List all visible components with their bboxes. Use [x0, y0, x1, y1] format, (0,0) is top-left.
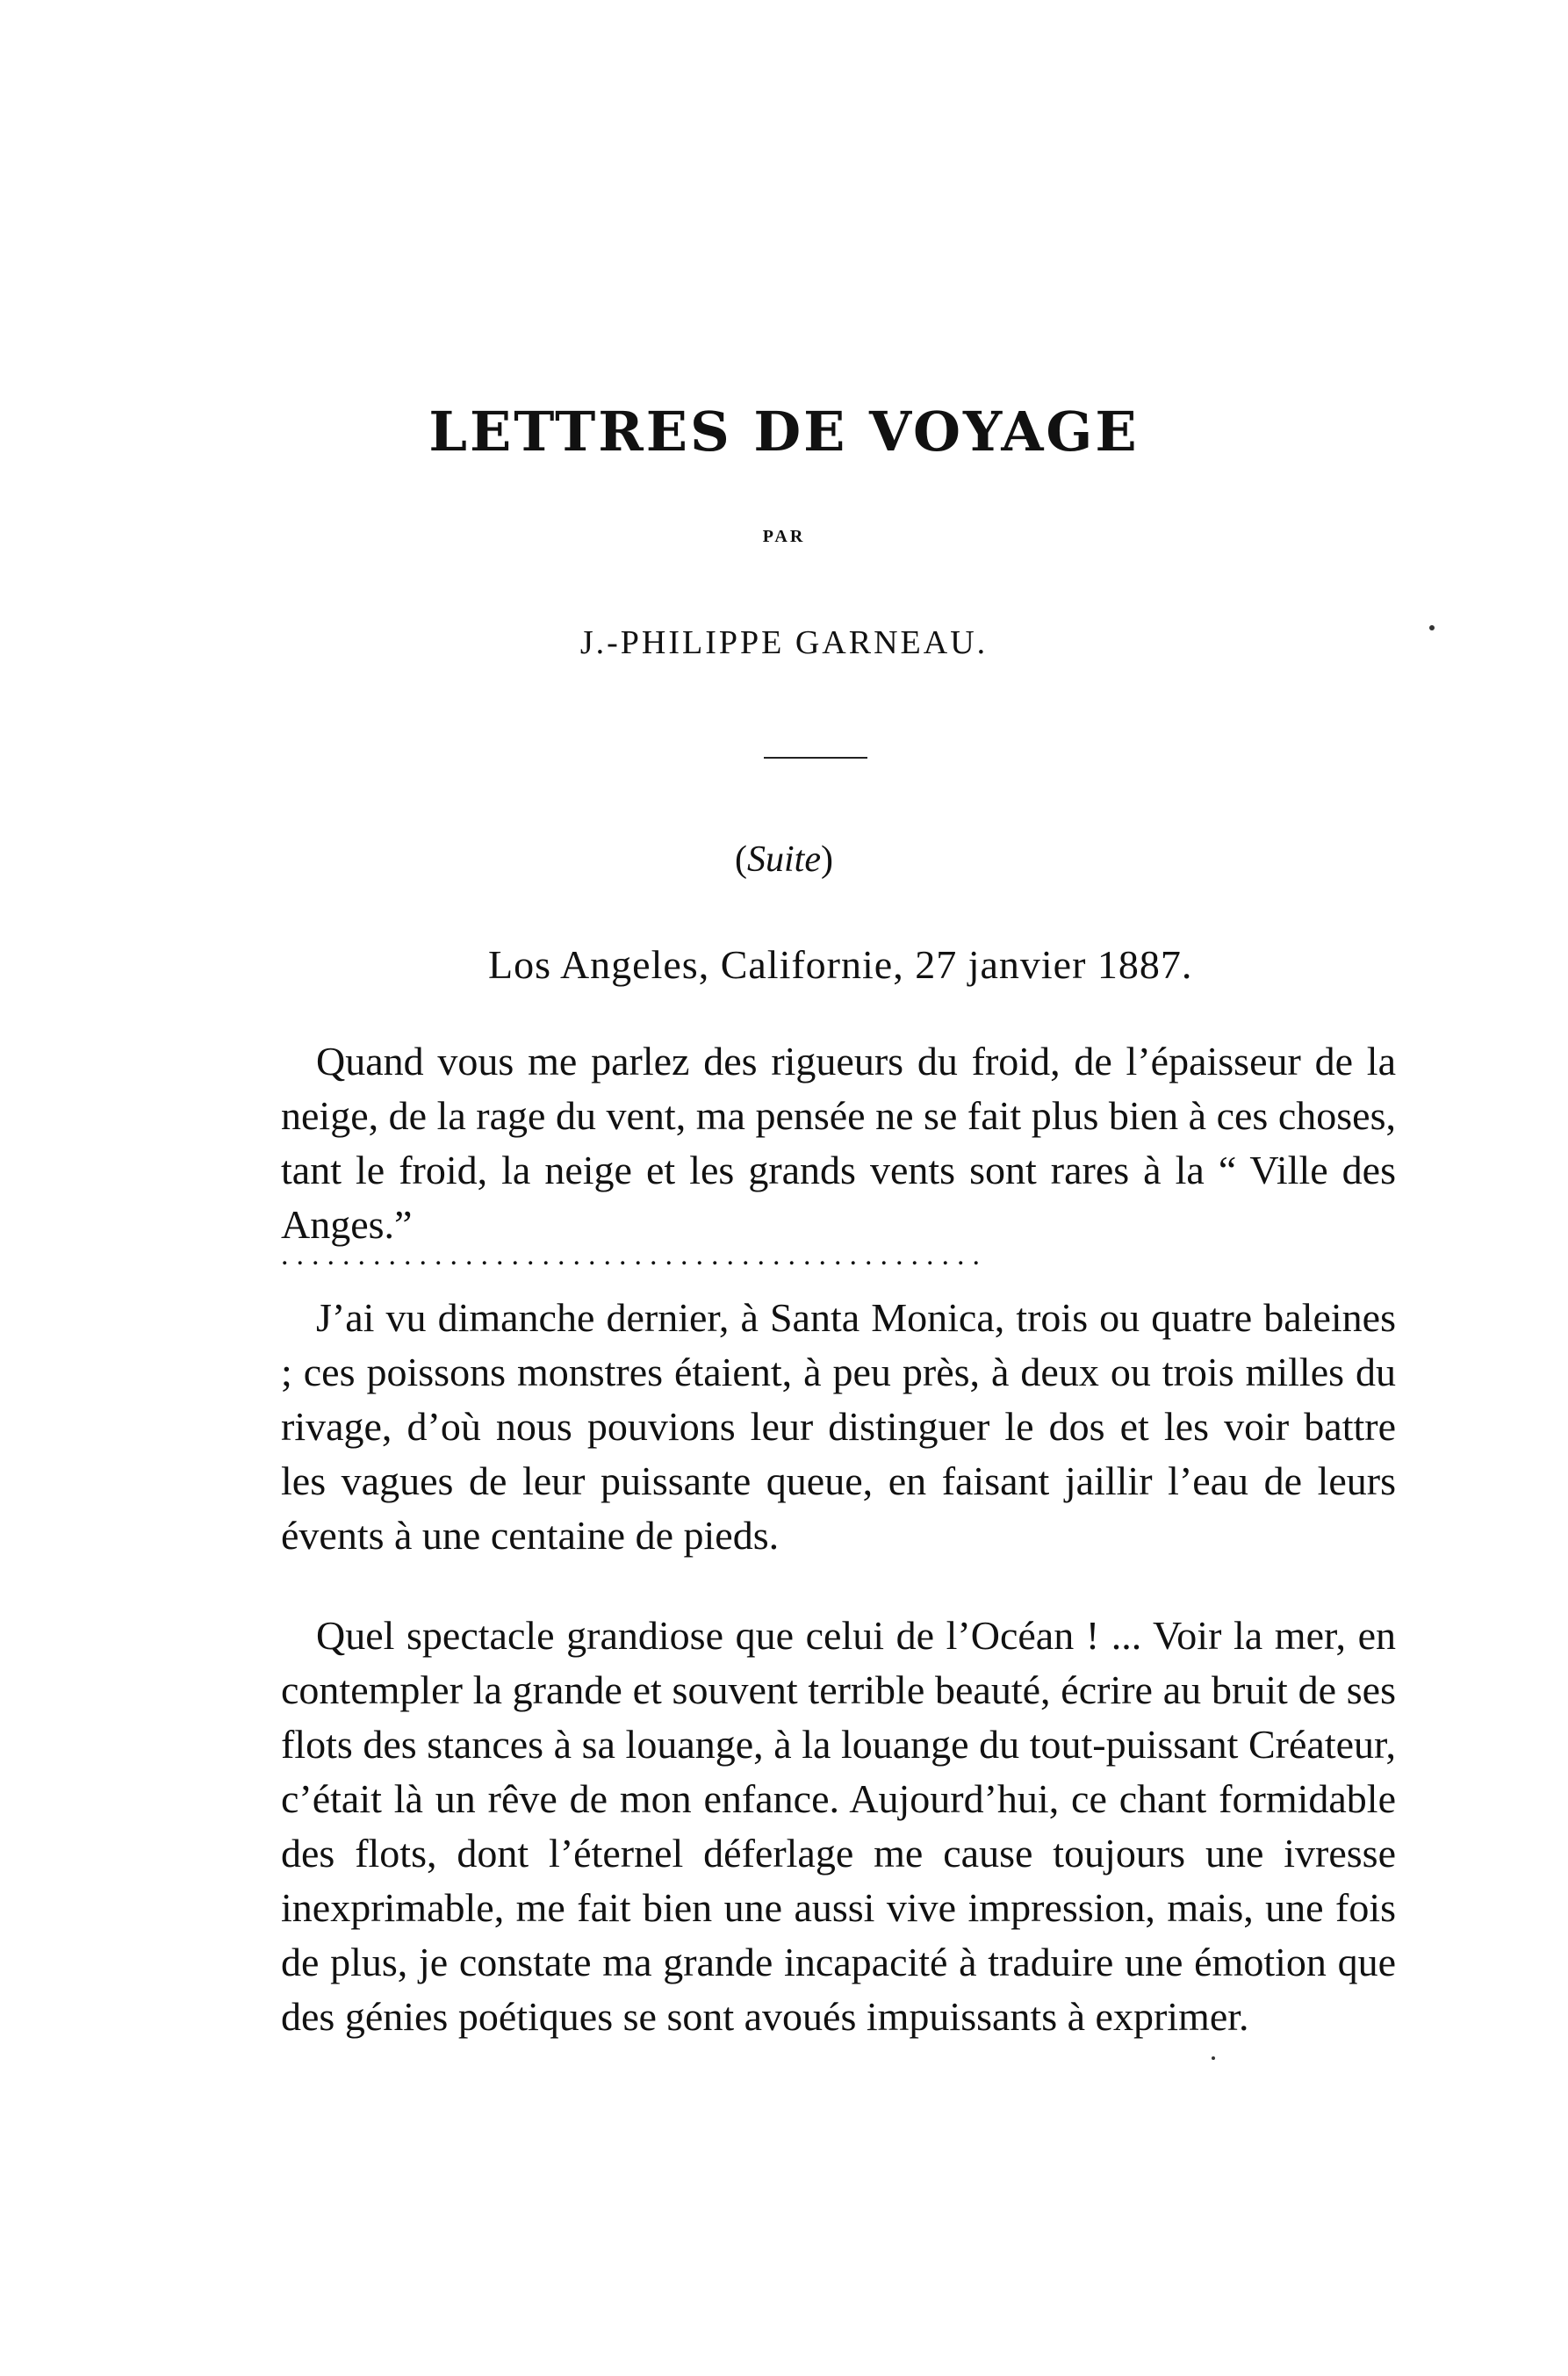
- page-title: LETTRES DE VOYAGE: [428, 400, 1140, 464]
- paragraph-1-text: Quand vous me parlez des rigueurs du froid, de l’épaisseur de la neige, de la rage du vent, ma pensée ne se fait plus bien à ces choses, tant le froid, la neige et les grands vents sont rares à la “ Ville des Anges.”: [281, 1039, 1396, 1247]
- paragraph-1: [281, 1034, 1396, 1252]
- paragraph-2: [281, 1291, 1396, 1563]
- ink-speck: [1212, 2056, 1215, 2060]
- letter-dateline: Los Angeles, Californie, 27 janvier 1887.: [488, 942, 1193, 987]
- paragraph-2-text: J’ai vu dimanche dernier, à Santa Monica, trois ou quatre baleines ; ces poissons monstres étaient, à peu près, à deux ou trois milles du rivage, d’où nous pouvions leur distinguer le dos et les voir battre les vagues de leur puissante queue, en faisant jaillir l’eau de leurs évents à une centaine de pieds.: [281, 1295, 1396, 1558]
- suite-label: (Suite): [735, 839, 833, 880]
- ink-speck: [1429, 625, 1435, 630]
- suite-text: Suite: [747, 839, 821, 880]
- byline-par: PAR: [762, 527, 806, 546]
- paragraph-3: [281, 1609, 1396, 2044]
- paragraph-3-text: Quel spectacle grandiose que celui de l’Océan ! ... Voir la mer, en contempler la grande et souvent terrible beauté, écrire au bruit de ses flots des stances à sa louange, à la louange du tout-puissant Créateur, c’était là un rêve de mon enfance. Aujourd’hui, ce chant formidable des flots, dont l’éternel déferlage me cause toujours une ivresse inexprimable, me fait bien une aussi vive impression, mais, une fois de plus, je constate ma grande incapacité à traduire une émotion que des génies poétiques se sont avoués impuissants à exprimer.: [281, 1613, 1396, 2039]
- ellipsis-separator: ..............................................: [281, 1239, 988, 1271]
- author-name: J.-PHILIPPE GARNEAU.: [579, 624, 989, 661]
- section-rule: [764, 757, 867, 759]
